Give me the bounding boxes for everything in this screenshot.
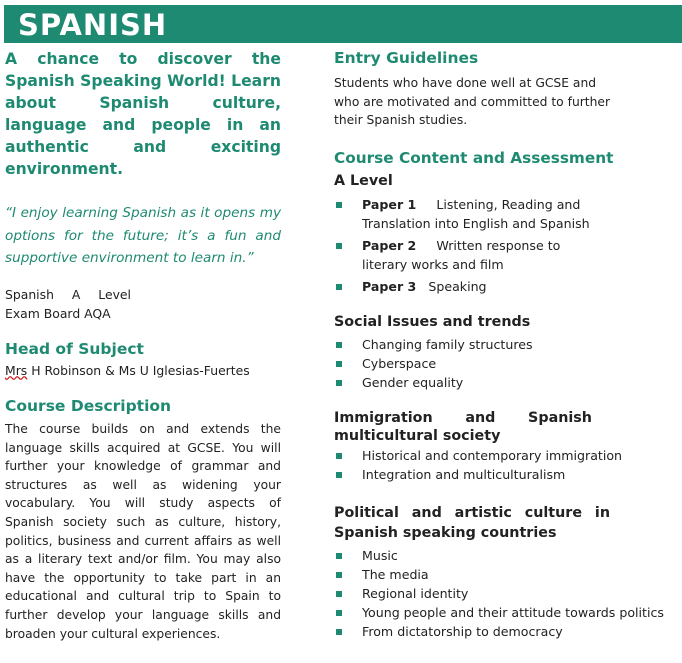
exam-board: Exam Board AQA xyxy=(5,306,111,321)
course-description-heading: Course Description xyxy=(5,397,172,415)
immigration-list xyxy=(334,446,676,484)
list-item-text: Historical and contemporary immigration xyxy=(362,447,623,463)
paper-label: Paper 3 xyxy=(362,278,417,294)
square-bullet-icon xyxy=(336,202,342,208)
course-description-text: The course builds on and extends the language skills acquired at GCSE. You will further your knowledge of grammar and structures as well as widening your vocabulary. You will study aspects of Spanish society such as culture, history, politics, business and current affairs as well as a literary text and/or film. You may also have the opportunity to take part in an educational and cultural trip to Spain to further develop your language skills and broaden your cultural experiences. xyxy=(5,422,281,641)
level-line: Spanish A Level xyxy=(5,286,131,302)
entry-guidelines-heading: Entry Guidelines xyxy=(334,49,479,67)
left-column xyxy=(5,48,281,643)
square-bullet-icon xyxy=(336,361,342,367)
square-bullet-icon xyxy=(336,284,342,290)
list-item-text: Integration and multiculturalism xyxy=(362,466,566,482)
paper-item xyxy=(334,236,606,274)
list-item-text: Regional identity xyxy=(362,585,469,601)
square-bullet-icon xyxy=(336,472,342,478)
paper-text: Written response to literary works and film xyxy=(362,237,561,272)
head-of-subject-heading: Head of Subject xyxy=(5,339,144,358)
square-bullet-icon xyxy=(336,591,342,597)
list-item xyxy=(334,584,676,603)
list-item xyxy=(334,465,676,484)
head-name-prefix: Mrs xyxy=(5,362,28,378)
square-bullet-icon xyxy=(336,342,342,348)
student-quote: “I enjoy learning Spanish as it opens my options for the future; it’s a fun and supportive environment to learn in.” xyxy=(5,205,281,266)
list-item xyxy=(334,354,676,373)
political-heading: Political and artistic culture in Spanish speaking countries xyxy=(334,504,610,541)
political-list xyxy=(334,546,676,641)
social-issues-heading: Social Issues and trends xyxy=(334,313,531,330)
head-of-subject-names xyxy=(5,361,281,381)
entry-guidelines-text: Students who have done well at GCSE and who are motivated and committed to further their Spanish studies. xyxy=(334,76,611,127)
square-bullet-icon xyxy=(336,380,342,386)
list-item-text: Gender equality xyxy=(362,374,464,390)
paper-label: Paper 1 xyxy=(362,196,417,212)
paper-label: Paper 2 xyxy=(362,237,417,253)
tagline: A chance to discover the Spanish Speaking World! Learn about Spanish culture, language and people in an authentic and exciting environment. xyxy=(5,50,281,178)
paper-text: Speaking xyxy=(428,278,487,294)
list-item-text: Cyberspace xyxy=(362,355,437,371)
course-content-heading: Course Content and Assessment xyxy=(334,148,614,167)
papers-list xyxy=(334,195,606,296)
list-item xyxy=(334,335,676,354)
list-item xyxy=(334,446,676,465)
immigration-heading: Immigration and Spanish multicultural society xyxy=(334,409,592,444)
list-item-text: From dictatorship to democracy xyxy=(362,623,563,639)
paper-item xyxy=(334,195,606,233)
square-bullet-icon xyxy=(336,610,342,616)
square-bullet-icon xyxy=(336,453,342,459)
paper-text: Listening, Reading and Translation into English and Spanish xyxy=(362,196,590,231)
list-item-text: Music xyxy=(362,547,398,563)
list-item xyxy=(334,546,676,565)
a-level-heading: A Level xyxy=(334,172,393,189)
header-bar xyxy=(4,5,682,43)
list-item-text: Changing family structures xyxy=(362,336,533,352)
list-item-text: The media xyxy=(362,566,429,582)
list-item xyxy=(334,373,676,392)
right-column xyxy=(334,48,676,641)
list-item xyxy=(334,622,676,641)
page-title: SPANISH xyxy=(18,8,168,42)
square-bullet-icon xyxy=(336,629,342,635)
head-name-rest: H Robinson & Ms U Iglesias-Fuertes xyxy=(27,362,250,378)
social-issues-list xyxy=(334,335,676,392)
list-item xyxy=(334,603,676,622)
square-bullet-icon xyxy=(336,243,342,249)
square-bullet-icon xyxy=(336,572,342,578)
list-item-text: Young people and their attitude towards politics xyxy=(362,604,664,620)
list-item xyxy=(334,565,676,584)
paper-item xyxy=(334,277,606,296)
square-bullet-icon xyxy=(336,553,342,559)
